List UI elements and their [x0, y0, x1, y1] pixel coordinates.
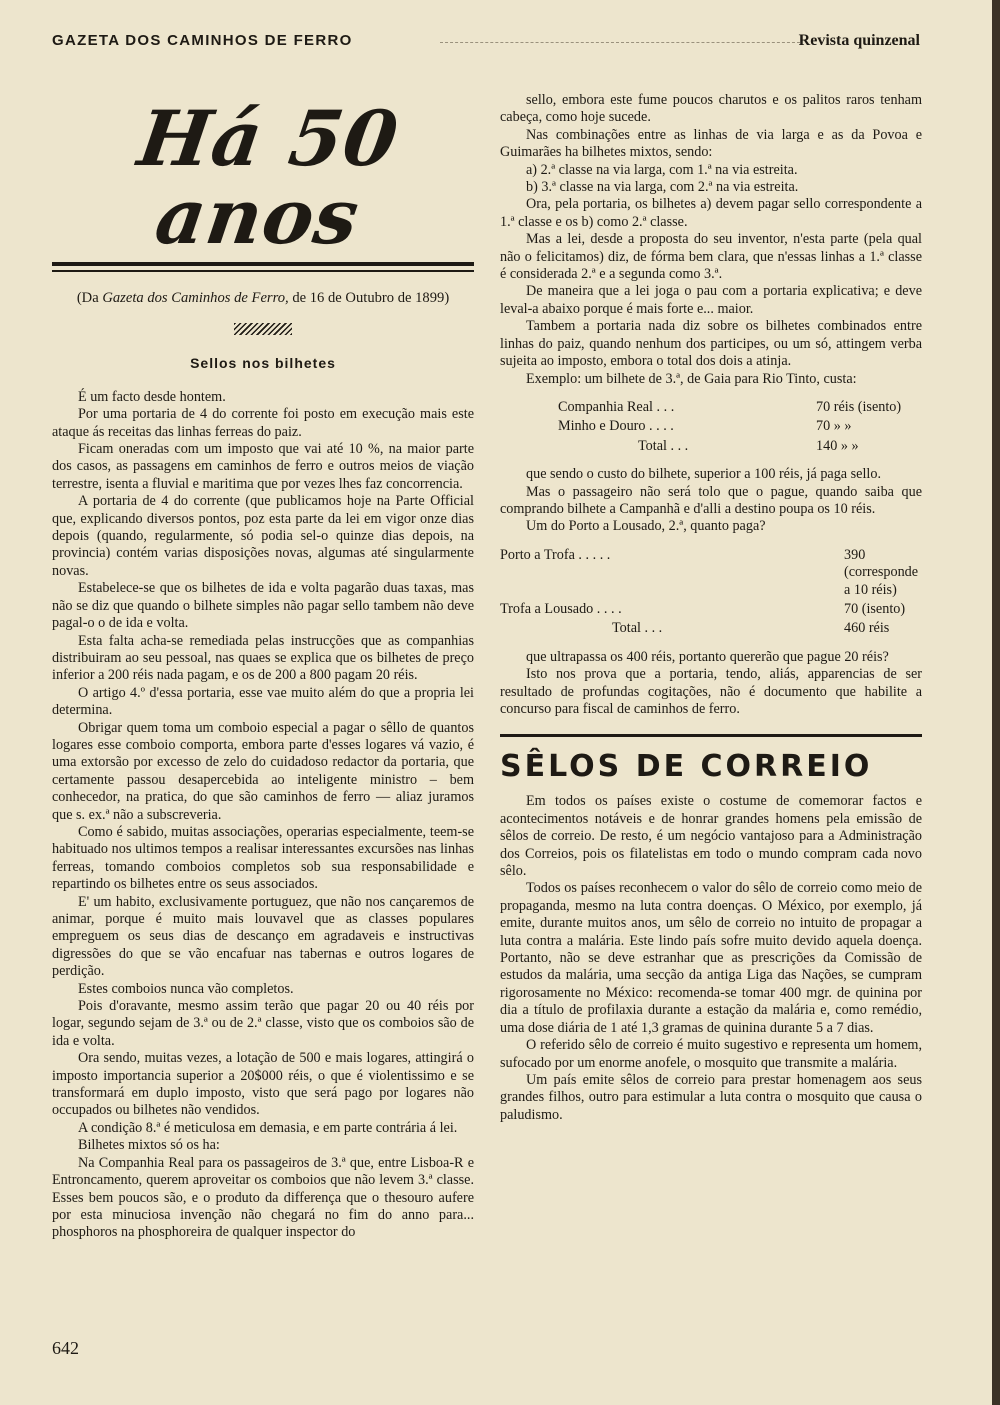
- section-body-text: [500, 793, 922, 1124]
- fare-route: Minho e Douro . . . .: [558, 418, 674, 435]
- paragraph: O artigo 4.º d'essa portaria, esse vae muito além do que a propria lei determina.: [52, 684, 474, 719]
- paragraph: Ficam oneradas com um imposto que vai até 10 %, na maior parte dos casos, as passagens em caminhos de ferro e outros meios de viação terrestre, isenta a fluvial e maritima que por vezes lhes faz concorrencia.: [52, 441, 474, 492]
- fare-amount: 460 réis: [844, 620, 890, 637]
- paragraph: O referido sêlo de correio é muito sugestivo e representa um homem, sufocado por um enorme anofele, o mosquito que transmite a malária.: [500, 1037, 922, 1071]
- periodicity-label: Revista quinzenal: [798, 32, 920, 49]
- fare-table-porto-lousado: [500, 546, 922, 639]
- paragraph: Estabelece-se que os bilhetes de ida e volta pagarão duas taxas, mas não se diz que quando o bilhete simples não pagar sello tambem não deve pagal-o o de ida e volta.: [52, 580, 474, 632]
- fare-amount: 70 (isento): [844, 600, 906, 617]
- article-title: Há 50 anos: [133, 94, 404, 261]
- right-body-text-a: [500, 92, 922, 388]
- fare-row: [500, 619, 922, 638]
- paragraph: Ora, pela portaria, os bilhetes a) devem pagar sello correspondente a 1.ª classe e os b) como 2.ª classe.: [500, 196, 922, 230]
- fare-row: [500, 546, 922, 600]
- source-date: de 16 de Outubro de 1899): [288, 290, 450, 306]
- section-divider: [500, 734, 922, 737]
- paragraph: sello, embora este fume poucos charutos e os palitos raros tenham cabeça, como hoje sucede.: [500, 92, 922, 126]
- paragraph: A condição 8.ª é meticulosa em demasia, e em parte contrária á lei.: [78, 1119, 458, 1136]
- paragraph: que ultrapassa os 400 réis, portanto quererão que pague 20 réis?: [526, 648, 889, 665]
- paragraph: Isto nos prova que a portaria, tendo, aliás, apparencias de ser resultado de profundas cogitações, não é documento que habilite a concurso para fiscal de caminhos de ferro.: [500, 666, 922, 717]
- right-body-text-c: [500, 649, 922, 719]
- paragraph: Pois d'oravante, mesmo assim terão que pagar 20 ou 40 réis por logar, segundo sejam de 3.ª ou de 2.ª classe, visto que os comboios são de ida e volta.: [52, 998, 474, 1049]
- paragraph: Ora sendo, muitas vezes, a lotação de 500 e mais logares, attingirá o imposto importancia superior a 20$000 réis, o que é violentissimo e se transformará em duplo imposto, visto que será pago por logares não occupados ou bilhetes não vendidos.: [52, 1050, 474, 1119]
- fare-route: Companhia Real . . .: [558, 398, 675, 415]
- paragraph: Esta falta acha-se remediada pelas instrucções que as companhias distribuiram ao seu pessoal, nas quaes se explica que os bilhetes de preço inferior a 200 réis nada pagam, e os de 200 a 800 pagam 20 réis.: [52, 632, 474, 684]
- title-rules: [52, 262, 474, 272]
- fare-row: [500, 600, 922, 619]
- paragraph: Um país emite sêlos de correio para prestar homenagem aos seus grandes filhos, outro para estimular a luta contra o mosquito que causa o paludismo.: [500, 1071, 922, 1123]
- paragraph: Por uma portaria de 4 do corrente foi posto em execução mais este ataque ás receitas das linhas ferreas do paiz.: [52, 406, 474, 440]
- fare-row: [558, 417, 901, 436]
- paragraph: Estes comboios nunca vão completos.: [78, 980, 294, 997]
- paragraph: que sendo o custo do bilhete, superior a 100 réis, já paga sello.: [526, 466, 881, 483]
- paragraph: Na Companhia Real para os passageiros de 3.ª que, entre Lisboa-R e Entroncamento, querem aproveitar os comboios que não levem 3.ª classe. Esses bem poucos são, e o produto da differença que o thesouro aufere por esta minuciosa invenção não chegará no fim do anno para... phosphoros na phosphoreira de qualquer inspector do: [52, 1154, 474, 1241]
- fare-row: [558, 398, 901, 417]
- fare-route: Total . . .: [612, 620, 663, 637]
- publication-name: GAZETA DOS CAMINHOS DE FERRO: [52, 32, 353, 49]
- left-column: [52, 94, 474, 1242]
- paragraph: De maneira que a lei joga o pau com a portaria explicativa; e deve leval-a abaixo porque é mais forte e... maior.: [500, 283, 922, 317]
- fare-route: Trofa a Lousado . . . .: [500, 600, 622, 617]
- fare-row: [558, 437, 901, 456]
- paragraph: A portaria de 4 do corrente (que publicamos hoje na Parte Official que, explicando diversos pontos, poz esta parte da lei em vigor onze dias depois (quando, regularmente, só podia sel-o quinze dias depois, na provincia) contém varias disposições novas, algumas até singularmente novas.: [52, 493, 474, 579]
- source-publication: Gazeta dos Caminhos de Ferro,: [102, 290, 289, 306]
- paragraph: É um facto desde hontem.: [78, 388, 226, 405]
- paragraph: Tambem a portaria nada diz sobre os bilhetes combinados entre linhas do paiz, quando nenhum dos participes, ou um só, attingem verba sujeita ao imposto, embora o total dos dois a atinja.: [500, 318, 922, 370]
- paragraph: a) 2.ª classe na via larga, com 1.ª na via estreita.: [526, 161, 798, 178]
- right-column: [500, 92, 922, 1124]
- paragraph: Como é sabido, muitas associações, operarias especialmente, teem-se habituado nos ultimos tempos a realisar interessantes excursões nas linhas ferreas, tomando comboios completos sob sua responsabilidade e repartindo os bilhetes entre os seus associados.: [52, 823, 474, 893]
- article-subtitle: Sellos nos bilhetes: [190, 355, 336, 372]
- paragraph: b) 3.ª classe na via larga, com 2.ª na via estreita.: [526, 179, 799, 196]
- paragraph: Obrigar quem toma um comboio especial a pagar o sêllo de quantos logares esse comboio comporta, embora parte d'esses logares vá vazio, é uma extorsão por excesso de zelo do cuidadoso redactor da portaria, que certamente passou desapercebida ao inteligente ministro – bem conhecedor, na pratica, do que são caminhos de ferro — aliaz juramos que s. ex.ª não a subscreveria.: [52, 719, 474, 823]
- paragraph: Em todos os países existe o costume de comemorar factos e acontecimentos notáveis e de honrar grandes homens pela emissão de sêlos de correio. De resto, é um negócio vantajoso para a Administração dos Correios, pois os filatelistas em todo o mundo compram cada novo sêlo.: [500, 793, 922, 880]
- fare-amount: 390 (corresponde a 10 réis): [844, 546, 919, 598]
- fare-table-gaia-rio-tinto: [558, 398, 901, 456]
- source-prefix: (Da: [76, 290, 103, 306]
- article-source: [52, 290, 474, 307]
- paragraph: Exemplo: um bilhete de 3.ª, de Gaia para Rio Tinto, custa:: [526, 370, 857, 387]
- header-rule: [440, 42, 800, 43]
- fare-amount: 140 » »: [816, 437, 859, 454]
- left-body-text: [52, 389, 474, 1242]
- page-number: 642: [52, 1338, 79, 1358]
- paragraph: Bilhetes mixtos só os ha:: [78, 1137, 220, 1154]
- ornament-divider: [234, 323, 292, 335]
- paragraph: Um do Porto a Lousado, 2.ª, quanto paga?: [526, 518, 766, 535]
- fare-amount: 70 réis (isento): [816, 398, 902, 415]
- paragraph: Mas a lei, desde a proposta do seu inventor, n'esta parte (pela qual não o felicitamos) diz, de fórma bem clara, que n'essas linhas a 1.ª classe é considerada 2.ª e a segunda como 3.ª.: [500, 231, 922, 283]
- fare-route: Porto a Trofa . . . . .: [500, 546, 611, 563]
- right-body-text-b: [500, 466, 922, 536]
- paragraph: Todos os países reconhecem o valor do sêlo de correio como meio de propaganda, mesmo na luta contra doenças. O México, por exemplo, já emite, durante muitos anos, um sêlo de correio no intuito de propagar a luta contra a malária. Este lindo país sofre muito devido aquela doença. Portanto, não se deve estranhar que as prescrições da Comissão de estudos da malária, uma secção da antiga Liga das Nações, se cumpram rigorosamente no México: recomenda-se tomar 400 mgr. de quinina por dia a título de profilaxia durante a estação da malária e, como remédio, uma dose diária de 1 até 1,3 gramas de quinina durante 5 a 7 dias.: [500, 880, 922, 1036]
- page-edge: [992, 0, 1000, 1405]
- paragraph: E' um habito, exclusivamente portuguez, que não nos cançaremos de animar, porque é muito mais louvavel que as classes populares empreguem os seus dias de descanço em agradaveis e instructivas digressões do que se vão encafuar nas tabernas e outros logares de perdição.: [52, 893, 474, 980]
- fare-amount: 70 » »: [816, 418, 852, 435]
- section-title: SÊLOS DE CORREIO: [500, 749, 873, 785]
- paragraph: Mas o passageiro não será tolo que o pague, quando saiba que comprando bilhete a Campanhã e d'alli a destino poupa os 10 réis.: [500, 483, 922, 517]
- fare-route: Total . . .: [638, 437, 689, 454]
- paragraph: Nas combinações entre as linhas de via larga e as da Povoa e Guimarães ha bilhetes mixtos, sendo:: [500, 126, 922, 161]
